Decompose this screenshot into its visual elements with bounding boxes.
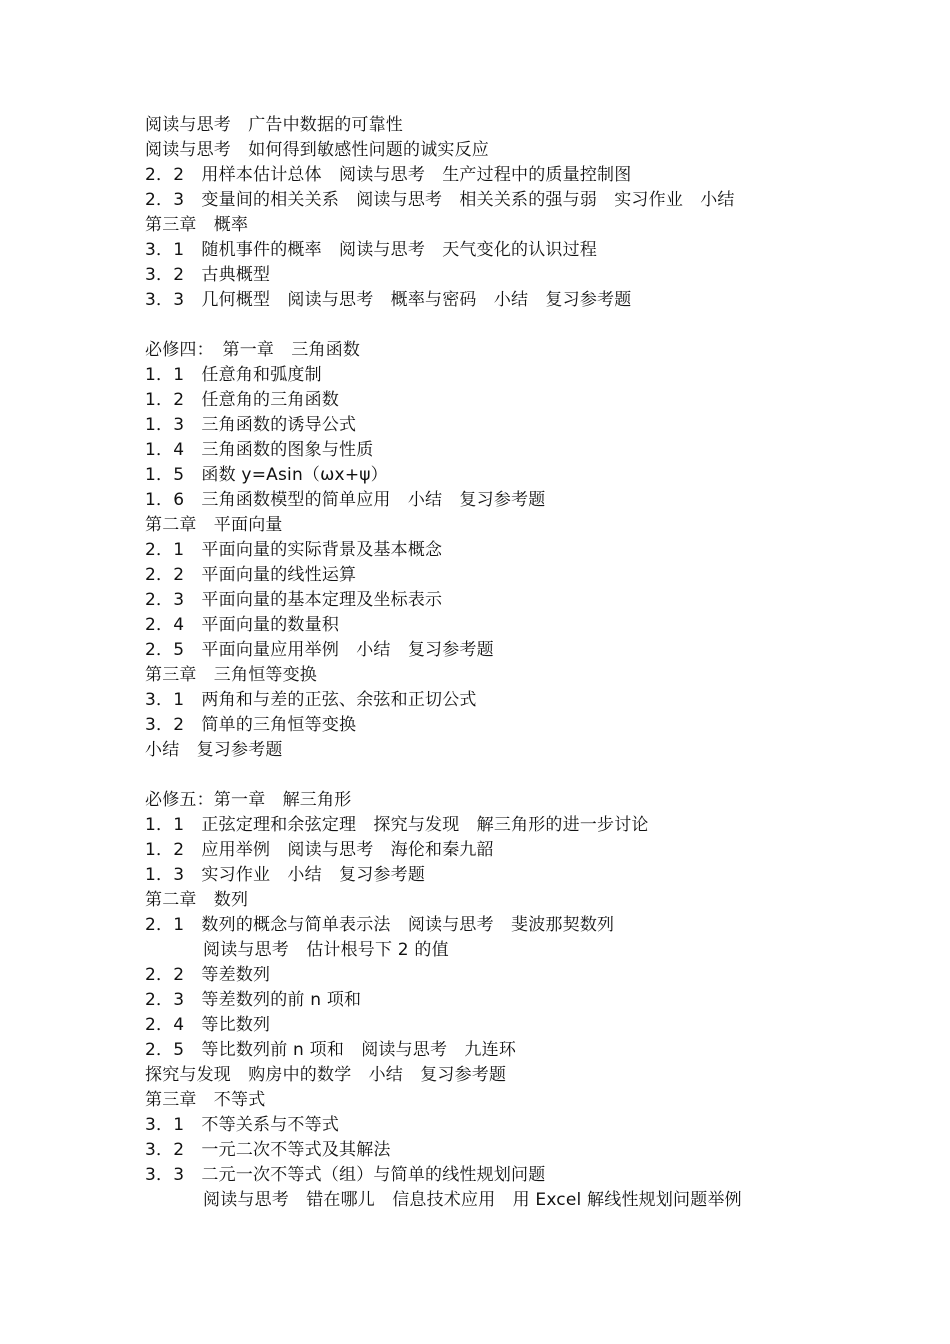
toc-line: 3．2 一元二次不等式及其解法 [145,1140,391,1160]
toc-line: 第三章 概率 [145,215,249,235]
toc-line: 3．1 两角和与差的正弦、余弦和正切公式 [145,690,477,710]
toc-line: 2．5 等比数列前 n 项和 阅读与思考 九连环 [145,1040,517,1060]
toc-line: 1．1 任意角和弧度制 [145,365,322,385]
toc-line: 1．2 任意角的三角函数 [145,390,340,410]
toc-line: 阅读与思考 广告中数据的可靠性 [145,115,403,135]
toc-line: 3．2 简单的三角恒等变换 [145,715,357,735]
toc-line: 第二章 数列 [145,890,249,910]
toc-line: 3．3 几何概型 阅读与思考 概率与密码 小结 复习参考题 [145,290,632,310]
toc-line: 阅读与思考 估计根号下 2 的值 [203,940,449,960]
toc-line: 2．2 等差数列 [145,965,271,985]
toc-line: 2．2 用样本估计总体 阅读与思考 生产过程中的质量控制图 [145,165,632,185]
toc-line: 1．4 三角函数的图象与性质 [145,440,374,460]
toc-line: 2．5 平面向量应用举例 小结 复习参考题 [145,640,494,660]
toc-line: 小结 复习参考题 [145,740,283,760]
toc-line: 2．1 数列的概念与简单表示法 阅读与思考 斐波那契数列 [145,915,615,935]
toc-line: 1．5 函数 y=Asin（ωx+ψ） [145,465,388,485]
toc-section [145,113,845,313]
section-gap [145,763,845,788]
section-gap [145,313,845,338]
toc-line: 阅读与思考 如何得到敏感性问题的诚实反应 [145,140,489,160]
toc-line: 1．3 实习作业 小结 复习参考题 [145,865,426,885]
toc-line: 2．3 平面向量的基本定理及坐标表示 [145,590,443,610]
toc-line: 1．1 正弦定理和余弦定理 探究与发现 解三角形的进一步讨论 [145,815,649,835]
toc-line: 必修四： 第一章 三角函数 [145,340,361,360]
toc-line: 3．3 二元一次不等式（组）与简单的线性规划问题 [145,1165,546,1185]
toc-line: 必修五：第一章 解三角形 [145,790,352,810]
toc-line: 2．4 平面向量的数量积 [145,615,340,635]
toc-line: 探究与发现 购房中的数学 小结 复习参考题 [145,1065,507,1085]
toc-section [145,788,845,1213]
toc-line: 1．3 三角函数的诱导公式 [145,415,357,435]
toc-line: 阅读与思考 错在哪儿 信息技术应用 用 Excel 解线性规划问题举例 [203,1190,742,1210]
toc-line: 第三章 不等式 [145,1090,266,1110]
toc-line: 2．2 平面向量的线性运算 [145,565,357,585]
toc-line: 1．6 三角函数模型的简单应用 小结 复习参考题 [145,490,546,510]
toc-line: 1．2 应用举例 阅读与思考 海伦和秦九韶 [145,840,494,860]
table-of-contents [145,113,845,1213]
toc-line: 3．2 古典概型 [145,265,271,285]
toc-line: 3．1 随机事件的概率 阅读与思考 天气变化的认识过程 [145,240,598,260]
toc-line: 第二章 平面向量 [145,515,283,535]
toc-section [145,338,845,763]
toc-line: 2．3 变量间的相关关系 阅读与思考 相关关系的强与弱 实习作业 小结 [145,190,735,210]
toc-line: 3．1 不等关系与不等式 [145,1115,340,1135]
toc-line: 2．3 等差数列的前 n 项和 [145,990,362,1010]
toc-line: 2．1 平面向量的实际背景及基本概念 [145,540,443,560]
toc-line: 第三章 三角恒等变换 [145,665,317,685]
toc-line: 2．4 等比数列 [145,1015,271,1035]
